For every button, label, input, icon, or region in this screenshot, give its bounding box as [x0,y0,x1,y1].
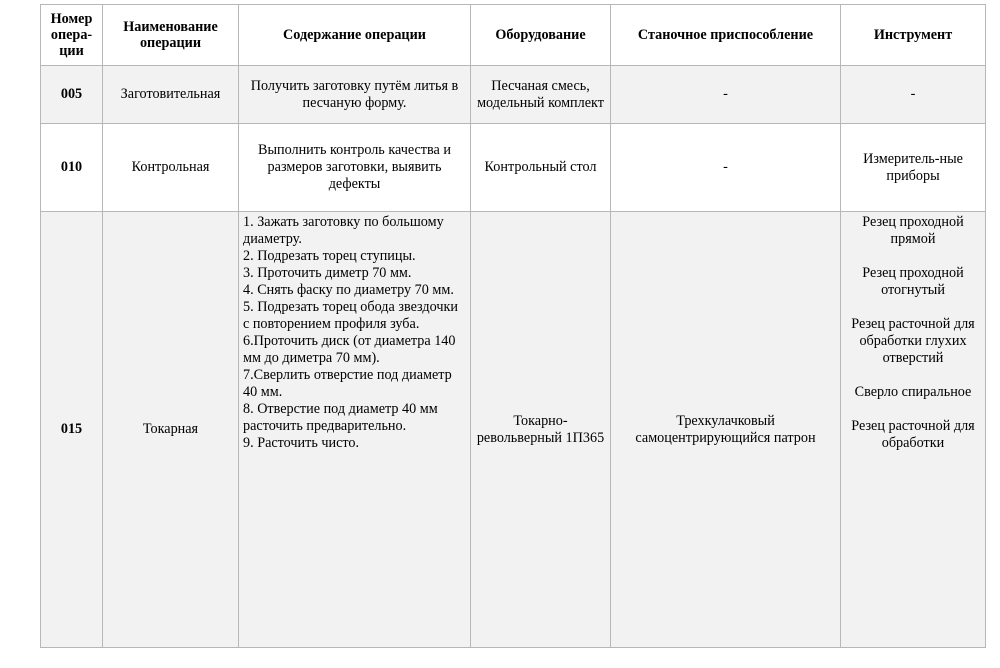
tool-item: Резец расточной для обработки глухих отверстий [851,316,975,366]
operation-step: 3. Проточить диметр 70 мм. [243,265,412,281]
tool-item: Резец проходной отогнутый [862,265,964,298]
header-row [41,5,986,66]
operation-step: 1. Зажать заготовку по большому диаметру. [243,214,444,247]
operation-equipment: Песчаная смесь, модельный комплект [471,66,611,124]
header-operation-name: Наименование операции [103,5,239,66]
operation-fixture: - [611,66,841,124]
header-equipment: Оборудование [471,5,611,66]
operation-tool: - [841,66,986,124]
table-row [41,212,986,648]
operation-equipment: Токарно-револьверный 1П365 [471,212,611,648]
table-row [41,124,986,212]
operation-content: Выполнить контроль качества и размеров заготовки, выявить дефекты [239,124,471,212]
operation-step: 6.Проточить диск (от диаметра 140 мм до диметра 70 мм). [243,333,456,366]
tool-item: Резец расточной для обработки [851,418,975,451]
table-row [41,66,986,124]
operation-step: 5. Подрезать торец обода звездочки с повторением профиля зуба. [243,299,458,332]
operation-fixture: - [611,124,841,212]
header-operation-number: Номер опера-ции [41,5,103,66]
operation-name: Заготовительная [103,66,239,124]
operation-equipment: Контрольный стол [471,124,611,212]
header-operation-content: Содержание операции [239,5,471,66]
header-fixture: Станочное приспособление [611,5,841,66]
operation-name: Токарная [103,212,239,648]
operation-number: 015 [41,212,103,648]
operation-number: 005 [41,66,103,124]
header-tool: Инструмент [841,5,986,66]
operation-content [239,212,471,648]
operations-table [40,4,986,648]
operation-number: 010 [41,124,103,212]
operation-step: 7.Сверлить отверстие под диаметр 40 мм. [243,367,452,400]
operation-step: 8. Отверстие под диаметр 40 мм расточить предварительно. [243,401,438,434]
operation-step: 2. Подрезать торец ступицы. [243,248,416,264]
operation-name: Контрольная [103,124,239,212]
operation-step: 4. Снять фаску по диаметру 70 мм. [243,282,454,298]
tool-item: Резец проходной прямой [862,214,964,247]
operation-tool: Измеритель-ные приборы [841,124,986,212]
operation-content: Получить заготовку путём литья в песчаную форму. [239,66,471,124]
operation-tools [841,212,986,648]
tool-item: Сверло спиральное [854,384,972,400]
operation-step: 9. Расточить чисто. [243,435,360,451]
operation-fixture: Трехкулачковый самоцентрирующийся патрон [611,212,841,648]
